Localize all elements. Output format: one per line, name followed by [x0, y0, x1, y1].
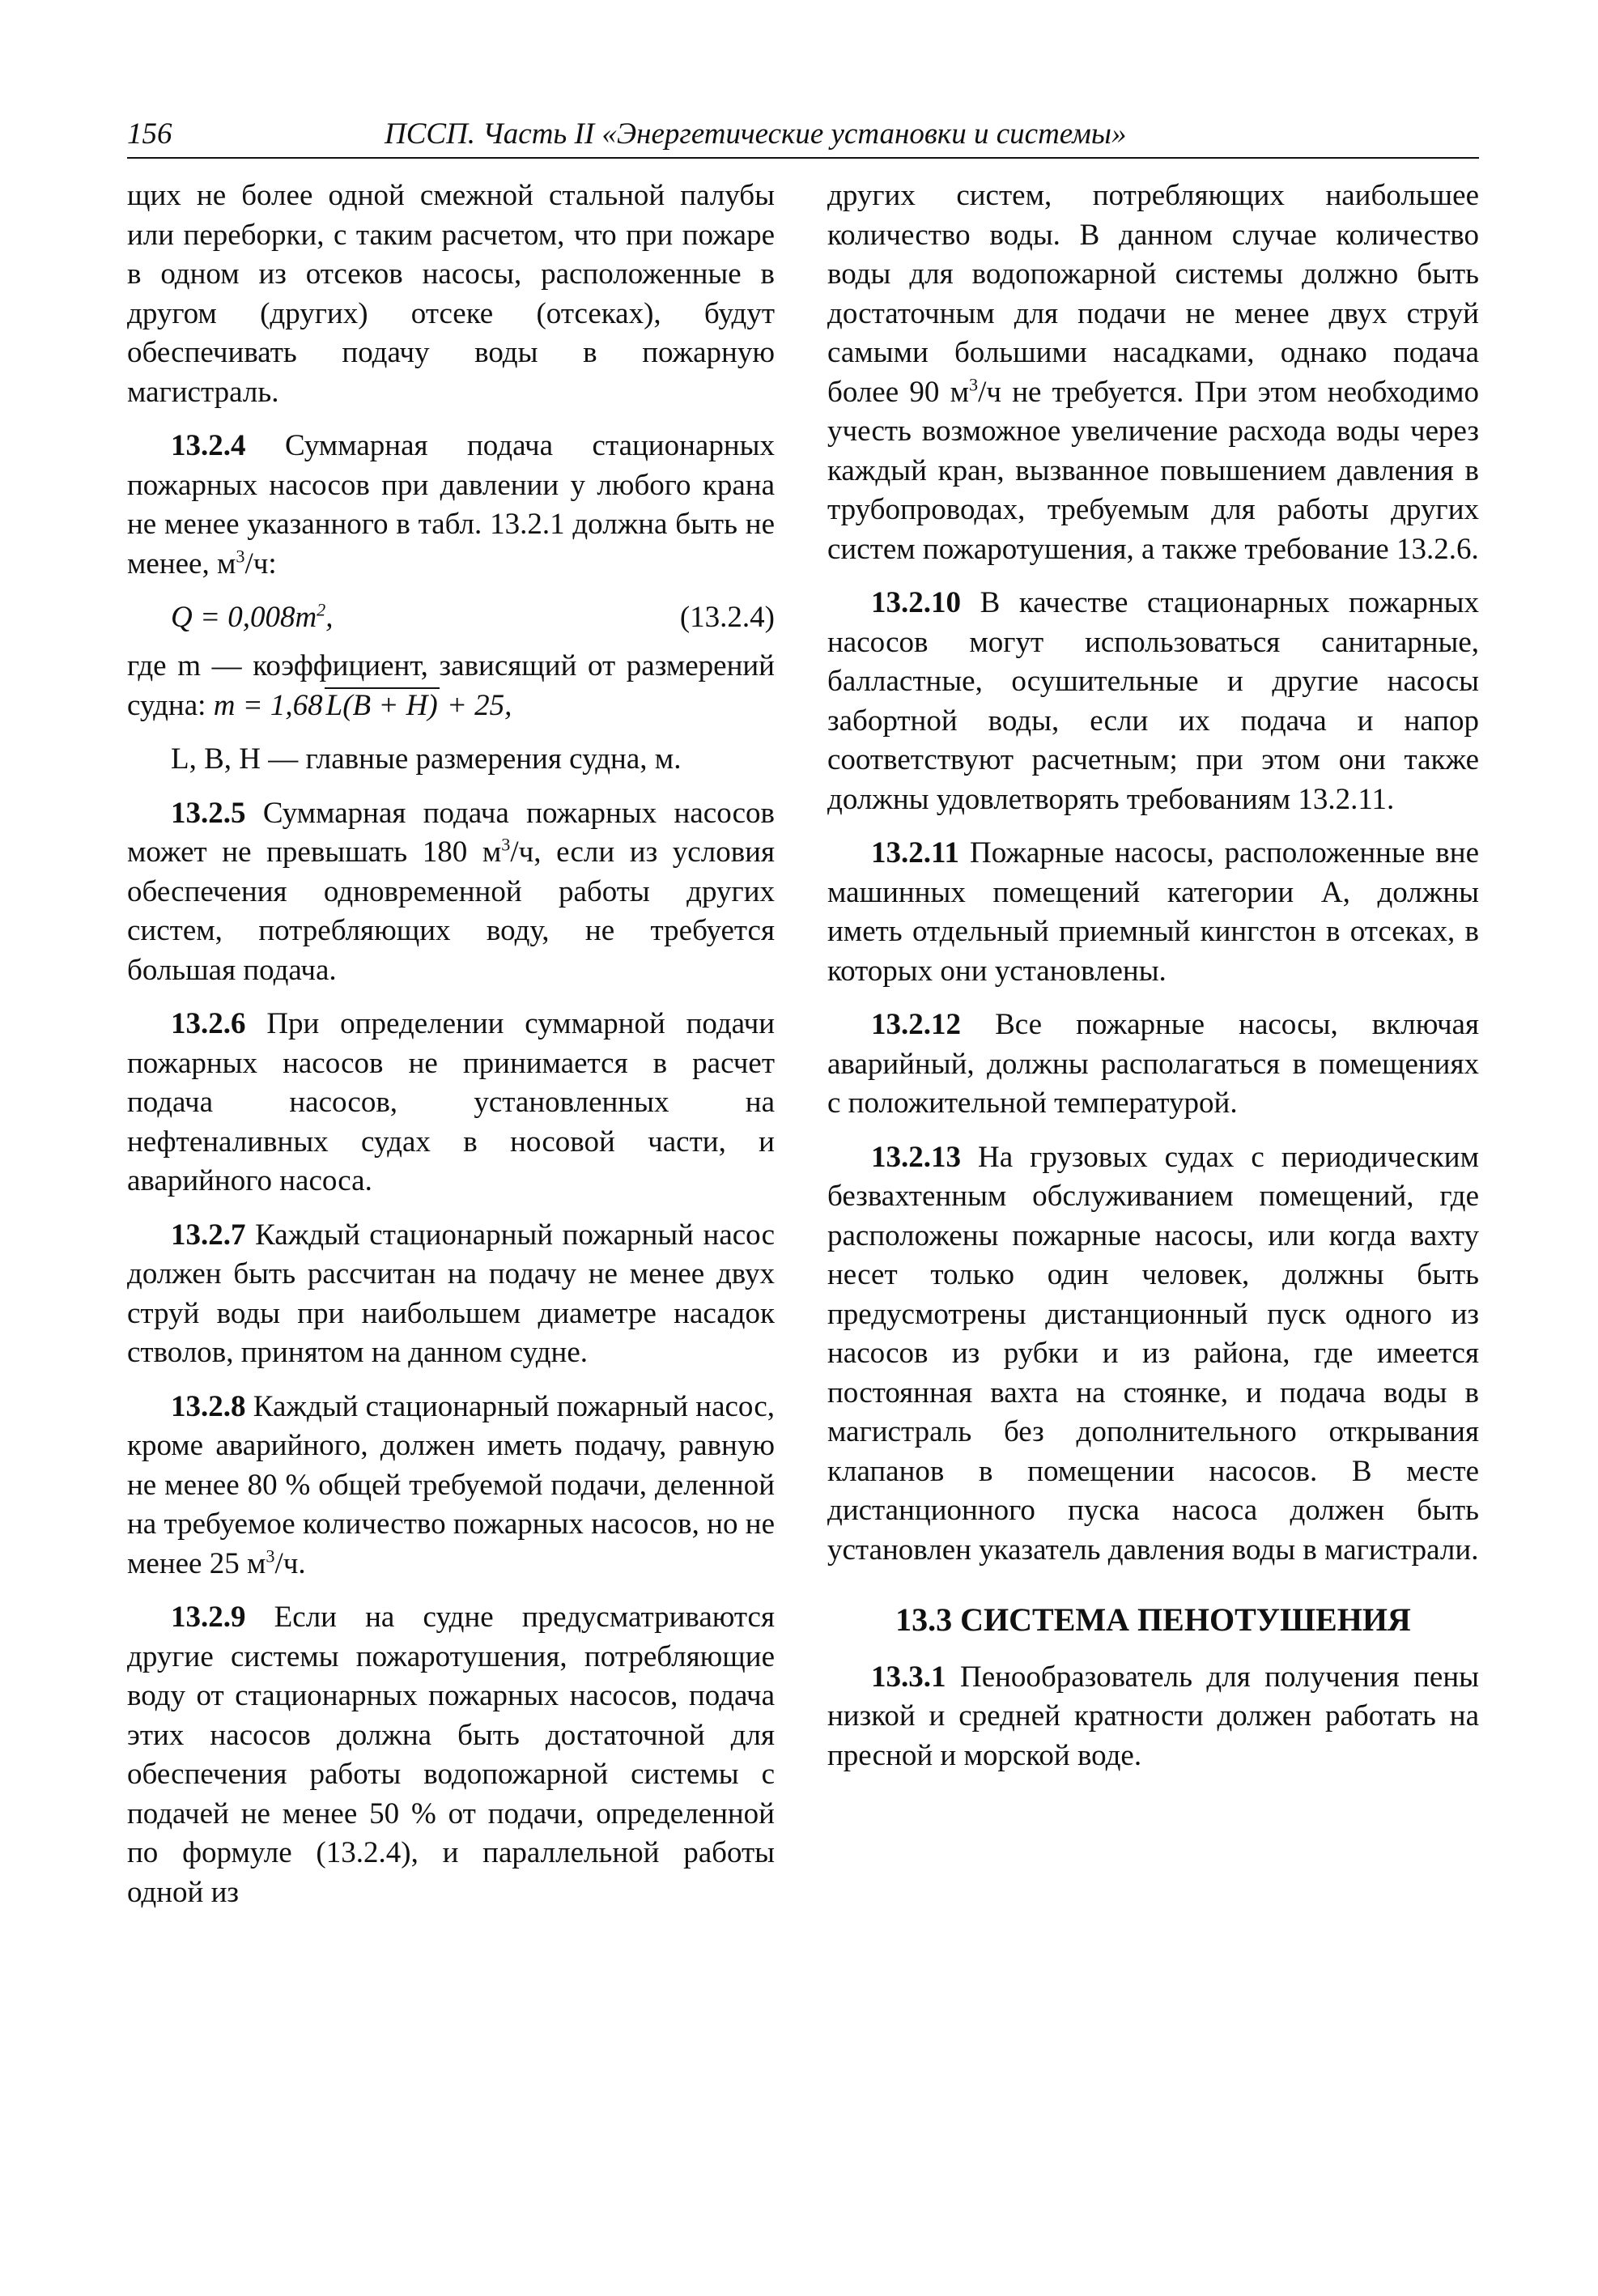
- paragraph-13-2-7: 13.2.7 Каждый стационарный пожарный насос должен быть рассчитан на подачу не менее двух струй воды при наибольшем диаметре насадок стволов, принятом на данном судне.: [127, 1218, 776, 1369]
- section-title-13-3: 13.3 СИСТЕМА ПЕНОТУШЕНИЯ: [895, 1601, 1411, 1638]
- left-column: [127, 176, 775, 1927]
- formula-number: (13.2.4): [679, 601, 775, 634]
- dimensions-line: L, B, H — главные размерения судна, м.: [171, 742, 682, 776]
- clause-number: 13.2.4: [171, 429, 246, 462]
- paragraph-13-2-9: 13.2.9 Если на судне предусматриваются другие системы пожаротушения, потребляющие воду от стационарных пожарных насосов, подача этих насосов должна быть достаточной для обеспечения работы водопожарной системы с подачей не менее 50 % от подачи, определенной по формуле (13.2.4), и параллельной работы одной из: [127, 1601, 775, 1909]
- page-number: 156: [127, 117, 172, 151]
- paragraph-13-2-8: 13.2.8 Каждый стационарный пожарный насос, кроме аварийного, должен иметь подачу, равную не менее 80 % общей требуемой подачи, деленной на требуемое количество пожарных насосов, но не менее 25 $м^3/ч$.: [127, 1389, 776, 1580]
- paragraph-continued-right: других систем, потребляющих наибольшее количество воды. В данном случае количество воды для водопожарной системы должно быть достаточным для подачи не менее двух струй самыми большими насадками, однако подача более 90 $м^3/ч$ не требуется. При этом необходимо учесть возможное увеличение расхода воды через каждый кран, вызванное повышением давления в трубопроводах, требуемым для работы других систем пожаротушения, а также требование 13.2.6.: [827, 179, 1479, 566]
- paragraph-13-2-13: 13.2.13 На грузовых судах с периодическим безвахтенным обслуживанием помещений, где расположены пожарные насосы, или когда вахту несет только один человек, должны быть предусмотрены дистанционный пуск одного из насосов из рубки и из района, где имеется постоянная вахта на стоянке, и подача воды в магистраль без дополнительного открывания клапанов в помещении насосов. В месте дистанционного пуска насоса должен быть установлен указатель давления воды в магистрали.: [827, 1140, 1480, 1567]
- formula-explanation: где m — коэффициент, зависящий от размерений судна: m = 1,68 L(B + H) + 25,: [127, 649, 775, 722]
- running-header: [127, 112, 1479, 159]
- paragraph-13-2-4: 13.2.4 Суммарная подача стационарных пожарных насосов при давлении у любого крана не менее указанного в табл. 13.2.1 должна быть не менее, $м^3/ч$:: [127, 429, 775, 580]
- right-column: [827, 176, 1479, 1790]
- running-title: ПССП. Часть II «Энергетические установки и системы»: [385, 117, 1127, 151]
- paragraph-continued: щих не более одной смежной стальной палубы или переборки, с таким расчетом, что при пожаре в одном из отсеков насосы, расположенные в другом (других) отсеке (отсеках), будут обеспечивать подачу воды в пожарную магистраль.: [127, 179, 775, 409]
- paragraph-13-2-12: 13.2.12 Все пожарные насосы, включая аварийный, должны располагаться в помещениях с положительной температурой.: [827, 1008, 1480, 1120]
- paragraph-13-2-10: 13.2.10 В качестве стационарных пожарных насосов могут использоваться санитарные, балластные, осушительные и другие насосы забортной воды, если их подача и напор соответствуют расчетным; при этом они также должны удовлетворять требованиям 13.2.11.: [827, 586, 1480, 816]
- sqrt-expression: L(B + H): [325, 688, 438, 722]
- paragraph-13-2-6: 13.2.6 При определении суммарной подачи пожарных насосов не принимается в расчет подача насосов, установленных на нефтеналивных судах в носовой части, и аварийного насоса.: [127, 1007, 775, 1197]
- paragraph-13-2-5: 13.2.5 Суммарная подача пожарных насосов может не превышать 180 $м^3/ч$, если из условия обеспечения одновременной работы других систем, потребляющих воду, не требуется большая подача.: [127, 796, 776, 987]
- paragraph-13-2-11: 13.2.11 Пожарные насосы, расположенные вне машинных помещений категории А, должны иметь отдельный приемный кингстон в отсеках, в которых они установлены.: [827, 836, 1479, 988]
- formula-13-2-4: $Q = 0,008m^2$, (13.2.4): [127, 598, 775, 640]
- paragraph-13-3-1: 13.3.1 Пенообразователь для получения пены низкой и средней кратности должен работать на пресной и морской воде.: [827, 1660, 1479, 1772]
